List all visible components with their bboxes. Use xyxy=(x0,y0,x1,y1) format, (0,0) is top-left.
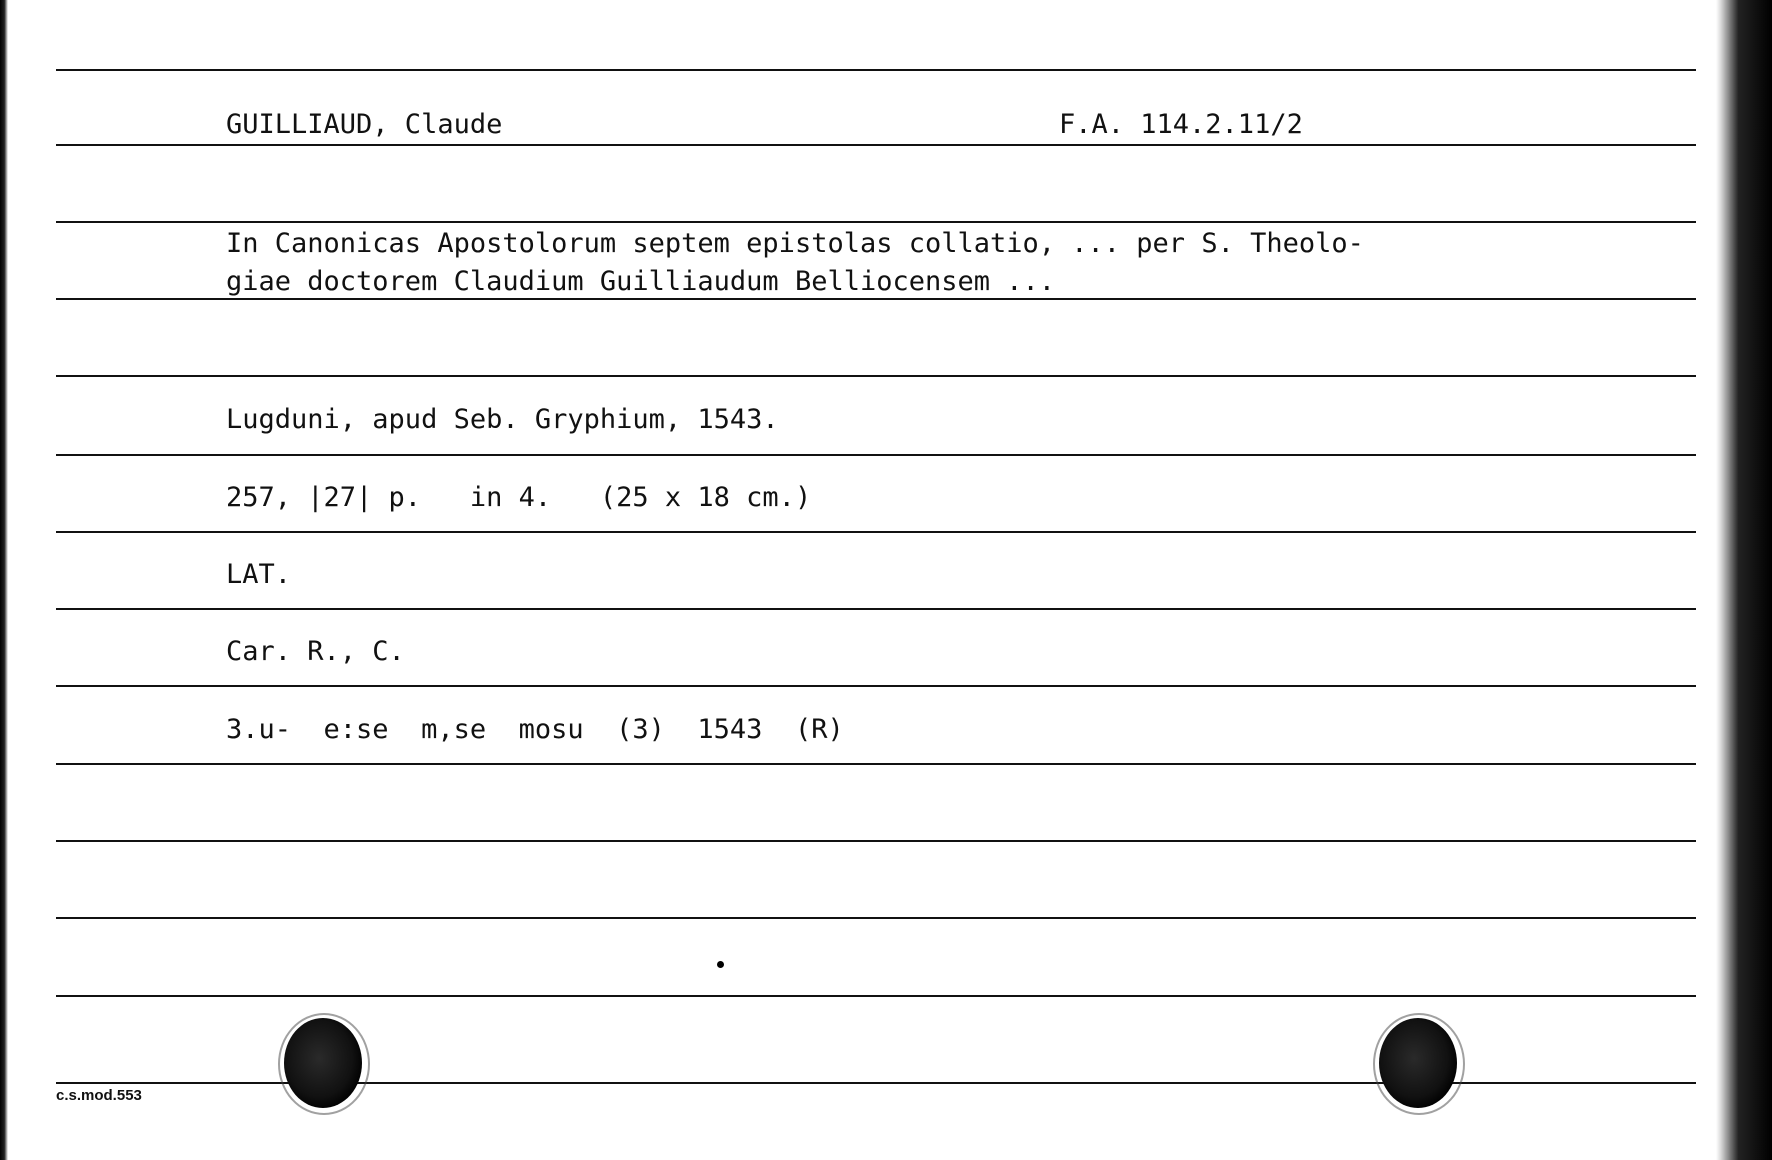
shelfmark: F.A. 114.2.11/2 xyxy=(1059,109,1303,140)
ruled-line xyxy=(56,608,1696,610)
ruled-line xyxy=(56,531,1696,533)
ruled-line xyxy=(56,454,1696,456)
punch-hole-left xyxy=(284,1018,362,1108)
ruled-line xyxy=(56,298,1696,300)
ruled-line xyxy=(56,144,1696,146)
collation: 257, |27| p. in 4. (25 x 18 cm.) xyxy=(226,482,812,513)
fingerprint: 3.u- e:se m,se mosu (3) 1543 (R) xyxy=(226,714,844,745)
ruled-line xyxy=(56,685,1696,687)
language: LAT. xyxy=(226,559,292,590)
ruled-line xyxy=(56,375,1696,377)
punch-hole-right xyxy=(1379,1018,1457,1108)
note: Car. R., C. xyxy=(226,636,405,667)
ruled-line xyxy=(56,917,1696,919)
title-line-2: giae doctorem Claudium Guilliaudum Belliocensem ... xyxy=(226,266,1056,297)
ruled-line xyxy=(56,995,1696,997)
ruled-line xyxy=(56,69,1696,71)
form-code: c.s.mod.553 xyxy=(56,1087,142,1104)
imprint: Lugduni, apud Seb. Gryphium, 1543. xyxy=(226,404,779,435)
ruled-line xyxy=(56,840,1696,842)
author-heading: GUILLIAUD, Claude xyxy=(226,109,503,140)
ruled-line xyxy=(56,221,1696,223)
title-line-1: In Canonicas Apostolorum septem epistolas collatio, ... per S. Theolo- xyxy=(226,228,1364,259)
card-left-edge xyxy=(0,0,8,1160)
ink-speck xyxy=(717,961,724,968)
ruled-line xyxy=(56,763,1696,765)
card-right-edge xyxy=(1716,0,1772,1160)
